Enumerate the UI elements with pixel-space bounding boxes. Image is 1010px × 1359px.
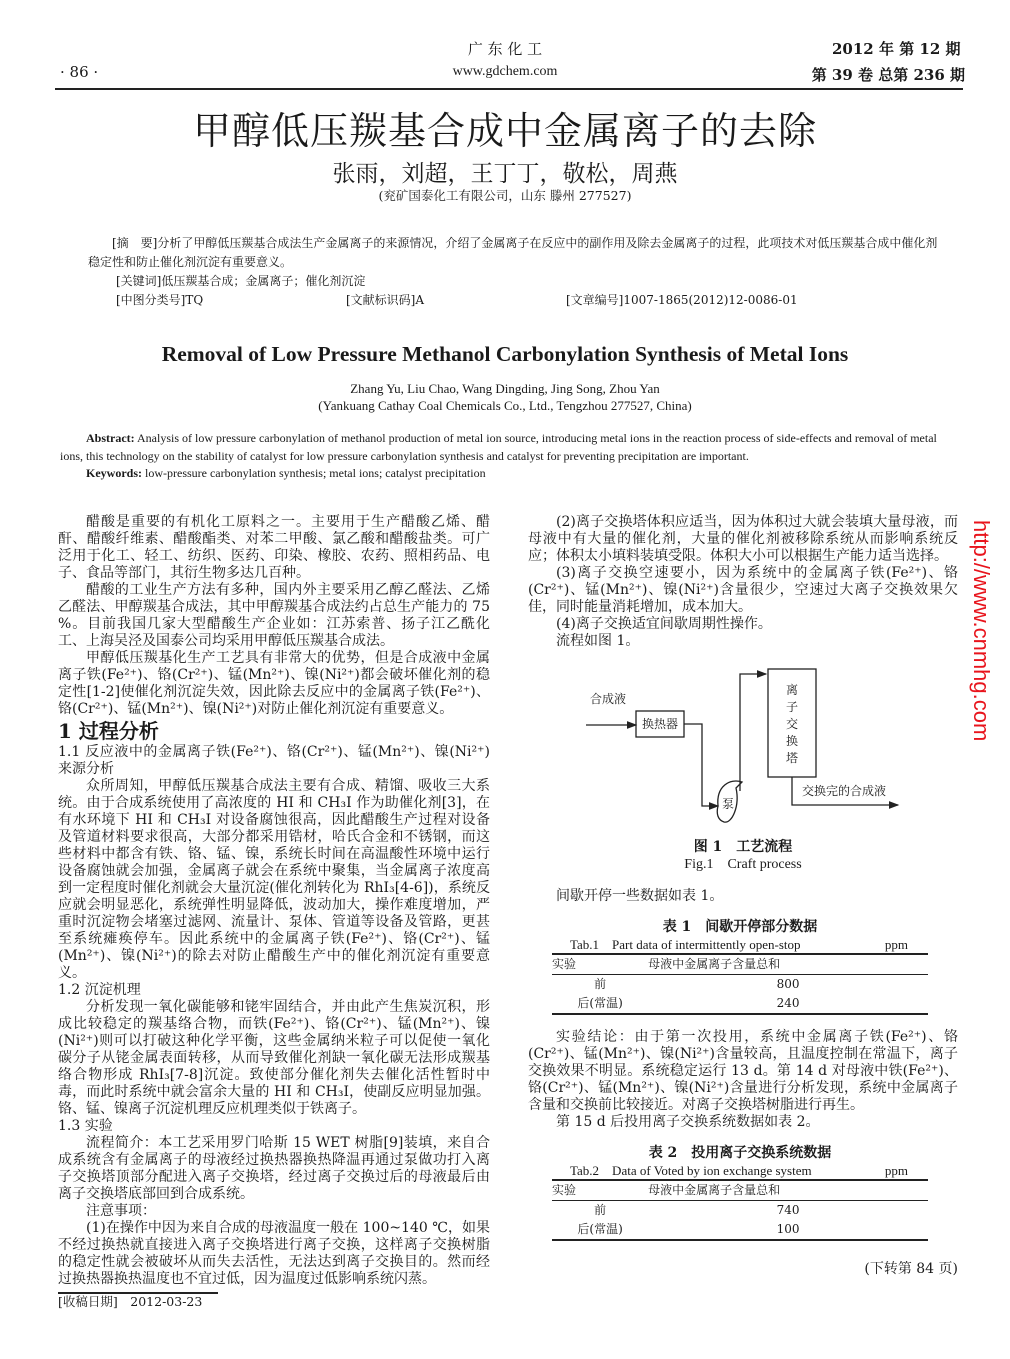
paragraph: 醋酸是重要的有机化工原料之一。主要用于生产醋酸乙烯、醋酐、醋酸纤维素、醋酸酯类、对苯二甲酸、氯乙酸和醋酸盐类。可广泛用于化工、轻工、纺织、医药、印染、橡胶、农药、照相药品、电子、食品等部门，其衍生物多达几百种。	[58, 514, 490, 581]
table-2-grid	[552, 1179, 928, 1241]
table-unit: ppm	[884, 1163, 908, 1178]
subsection-heading: 1.3 实验	[58, 1118, 113, 1134]
section-heading: 1 过程分析	[58, 719, 159, 743]
table-cell: 前	[594, 977, 607, 991]
table-row	[552, 994, 928, 1014]
figure-caption-cn: 图 1 工艺流程	[693, 839, 793, 855]
subsection-heading: 1.1 反应液中的金属离子铁(Fe²⁺)、铬(Cr²⁺)、锰(Mn²⁺)、镍(Ni²⁺)来源分析	[58, 744, 490, 777]
article-number: [文章编号]1007-1865(2012)12-0086-01	[566, 293, 798, 307]
page-number: · 86 ·	[60, 63, 99, 81]
process-flow-figure	[580, 666, 920, 836]
paragraph: 间歇开停一些数据如表 1。	[556, 888, 724, 904]
heat-exchanger-label: 换热器	[642, 717, 679, 731]
output-label: 交换完的合成液	[802, 784, 887, 798]
english-title: Removal of Low Pressure Methanol Carbonylation Synthesis of Metal Ions	[161, 342, 849, 366]
paragraph: 众所周知，甲醇低压羰基合成法主要有合成、精馏、吸收三大系统。由于合成系统使用了高浓度的 HI 和 CH₃I 作为助催化剂[3]，在有水环境下 HI 和 CH₃I 对设备腐蚀很高，因此醋酸生产过程对设备及管道材料要求很高，大部分都采用锆材，哈氏合金和不锈钢，而这些材料中都含有铁、铬、锰、镍，系统长时间在高温酸性环境中运行设备腐蚀就会加强，金属离子就会在系统中聚集，当金属离子浓度高到一定程度时催化剂就会大量沉淀(催化剂转化为 RhI₃[4-6])，系统反应就会明显恶化，系统弹性明显降低，波动加大，操作难度增加，严重时沉淀物会堵塞过滤网、流量计、泵体、管道等设备及管路，更甚至系统瘫痪停车。因此系统中的金属离子铁(Fe²⁺)、铬(Cr²⁺)、锰(Mn²⁺)、镍(Ni²⁺)的除去对防止醋酸生产中的催化剂沉淀有重要意义。	[58, 778, 490, 981]
paragraph: 甲醇低压羰基化生产工艺具有非常大的优势，但是合成液中金属离子铁(Fe²⁺)、铬(Cr²⁺)、锰(Mn²⁺)、镍(Ni²⁺)都会破坏催化剂的稳定性[1-2]使催化剂沉淀失效，因此除去反应中的金属离子铁(Fe²⁺)、铬(Cr²⁺)、锰(Mn²⁺)、镍(Ni²⁺)对防止催化剂沉淀有重要意义。	[58, 650, 490, 717]
paragraph: 实验结论：由于第一次投用，系统中金属离子铁(Fe²⁺)、铬(Cr²⁺)、锰(Mn²⁺)、镍(Ni²⁺)含量较高，且温度控制在常温下，离子交换效果不明显。系统稳定运行 13 d。第 14 d 对母液中铁(Fe²⁺)、铬(Cr²⁺)、锰(Mn²⁺)、镍(Ni²⁺)含量进行分析发现，系统中金属离子含量和交换前比较接近。对离子交换塔树脂进行再生。	[528, 1029, 958, 1113]
affiliation: (兖矿国泰化工有限公司，山东 滕州 277527)	[378, 188, 632, 203]
received-date: [收稿日期] 2012-03-23	[58, 1294, 203, 1309]
table-row	[552, 975, 928, 995]
table-1-title-en	[552, 936, 928, 953]
table-cell: 740	[776, 1203, 800, 1217]
paragraph: 注意事项：	[86, 1203, 156, 1219]
paragraph: (3)离子交换空速要小，因为系统中的金属离子铁(Fe²⁺)、铬(Cr²⁺)、锰(Mn²⁺)、镍(Ni²⁺)含量很少，空速过大离子交换效果欠佳，同时能量消耗增加，成本加大。	[528, 565, 958, 615]
table-cell: 100	[776, 1222, 800, 1236]
column-char: 交	[786, 717, 799, 731]
keywords-label: Keywords:	[86, 466, 142, 480]
table-header-row	[552, 954, 928, 975]
table-title-en: Tab.1 Part data of intermittently open-stop	[570, 937, 801, 952]
paragraph: (2)离子交换塔体积应适当，因为体积过大就会装填大量母液，而母液中有大量的催化剂，大量的催化剂被移除系统从而影响系统反应；体积太小填料装填受限。体积大小可以根据生产能力适当选择。	[528, 514, 958, 564]
table-header: 实验	[552, 1180, 648, 1201]
table-1	[552, 919, 928, 1015]
table-cell: 前	[594, 1203, 607, 1217]
table-unit: ppm	[884, 937, 908, 952]
table-header: 母液中金属离子含量总和	[648, 1180, 928, 1201]
subsection-heading: 1.2 沉淀机理	[58, 982, 141, 998]
table-header: 母液中金属离子含量总和	[648, 954, 928, 975]
paragraph: 第 15 d 后投用离子交换系统数据如表 2。	[556, 1114, 820, 1130]
pipe-to-pump	[684, 724, 718, 806]
abstract-label: Abstract:	[86, 431, 135, 445]
journal-website: www.gdchem.com	[452, 64, 558, 79]
paragraph: 醋酸的工业生产方法有多种，国内外主要采用乙醇乙醛法、乙烯乙醛法、甲醇羰基合成法，其中甲醇羰基合成法约占总生产能力的 75 %。目前我国几家大型醋酸生产企业如：江苏索普、扬子江乙酰化工、上海吴泾及国泰公司均采用甲醇低压羰基合成法。	[58, 582, 490, 649]
column-char: 塔	[786, 751, 799, 765]
table-cell: 240	[776, 996, 800, 1010]
table-cell: 800	[776, 977, 800, 991]
column-char: 离	[786, 683, 799, 697]
paragraph: 流程简介：本工艺采用罗门哈斯 15 WET 树脂[9]装填，来自合成系统含有金属离子的母液经过换热器换热降温再通过泵做功打入离子交换塔顶部分配进入离子交换塔，经过离子交换过后的母液最后由离子交换塔底部回到合成系统。	[58, 1135, 490, 1202]
column-char: 子	[786, 700, 799, 714]
cn-abstract-block	[88, 234, 938, 310]
column-label	[786, 682, 800, 767]
left-column	[58, 514, 490, 1310]
volume-info: 第 39 卷 总第 236 期	[811, 66, 965, 84]
watermark: http://www.cnmhg.com	[969, 520, 994, 742]
header-rule	[55, 88, 963, 90]
column-char: 换	[786, 734, 799, 748]
english-keywords	[60, 465, 960, 483]
pipe-to-column	[740, 674, 766, 791]
cn-keywords: [关键词]低压羰基合成；金属离子；催化剂沉淀	[116, 274, 366, 288]
issue-info: 2012 年 第 12 期	[832, 40, 961, 58]
table-2	[552, 1145, 928, 1241]
paragraph: (4)离子交换适宜间歇周期性操作。	[556, 616, 772, 632]
table-2-title-cn: 表 2 投用离子交换系统数据	[648, 1145, 832, 1161]
process-flow-diagram	[580, 666, 920, 836]
table-title-en: Tab.2 Data of Voted by ion exchange system	[570, 1163, 812, 1178]
table-row	[552, 1201, 928, 1221]
table-cell: 后(常温)	[577, 1222, 623, 1236]
cn-abstract-text: [摘 要]分析了甲醇低压羰基合成法生产金属离子的来源情况，介绍了金属离子在反应中的副作用及除去金属离子的过程，此项技术对低压羰基合成中催化剂稳定性和防止催化剂沉淀有重要意义。	[88, 236, 938, 269]
table-cell: 后(常温)	[577, 996, 623, 1010]
authors: 张雨，刘超，王丁丁，敬松，周燕	[332, 161, 678, 187]
paragraph: 分析发现一氧化碳能够和铑牢固结合，并由此产生焦炭沉积，形成比较稳定的羰基络合物，而铁(Fe²⁺)、铬(Cr²⁺)、锰(Mn²⁺)、镍(Ni²⁺)则可以打破这种化学平衡，这些金属纳米粒子可以促使一氧化碳分子从铑金属表面转移，从而导致催化剂缺一氧化碳无法形成羰基络合物形成 RhI₃[7-8]沉淀。致使部分催化剂失去催化活性暂时中毒，而此时系统中就会富余大量的 HI 和 CH₃I，使副反应明显加强。铬、锰、镍离子沉淀机理反应机理类似于铁离子。	[58, 999, 490, 1117]
page-title: 甲醇低压羰基合成中金属离子的去除	[192, 109, 817, 153]
table-header-row	[552, 1180, 928, 1201]
english-keywords-text: low-pressure carbonylation synthesis; metal ions; catalyst precipitation	[142, 466, 486, 480]
clc-number: [中图分类号]TQ	[116, 293, 204, 307]
english-affiliation: (Yankuang Cathay Coal Chemicals Co., Ltd., Tengzhou 277527, China)	[318, 398, 692, 413]
classification-codes	[88, 291, 938, 310]
table-1-grid	[552, 953, 928, 1015]
table-row	[552, 1220, 928, 1240]
table-header: 实验	[552, 954, 648, 975]
doc-code: [文献标识码]A	[346, 293, 425, 307]
pump-label: 泵	[722, 797, 735, 811]
figure-caption-en: Fig.1 Craft process	[684, 857, 802, 872]
journal-name: 广 东 化 工	[467, 40, 543, 58]
input-label: 合成液	[590, 692, 627, 706]
paragraph: 流程如图 1。	[556, 633, 640, 649]
english-abstract-text: Analysis of low pressure carbonylation of methanol production of metal ion source, introducing metal ions in the reaction process of side-effects and removal of metal ions, this technology on the stability of catalyst for low pressure carbonylation synthesis and catalyst for preventing precipitation are important.	[60, 431, 937, 463]
continued-note: (下转第 84 页)	[864, 1261, 958, 1277]
english-abstract	[60, 430, 960, 465]
paragraph: (1)在操作中因为来自合成的母液温度一般在 100~140 ℃，如果不经过换热就直接进入离子交换塔进行离子交换，这样离子交换树脂的稳定性就会被破坏从而失去活性，无法达到离子交换目的。然而经过换热器换热温度也不宜过低，因为温度过低影响系统闪蒸。	[58, 1220, 490, 1287]
front-matter	[0, 108, 1010, 483]
table-1-title-cn: 表 1 间歇开停部分数据	[662, 919, 818, 935]
english-authors: Zhang Yu, Liu Chao, Wang Dingding, Jing Song, Zhou Yan	[350, 381, 660, 396]
right-column	[528, 514, 958, 1278]
table-2-title-en	[552, 1162, 928, 1179]
